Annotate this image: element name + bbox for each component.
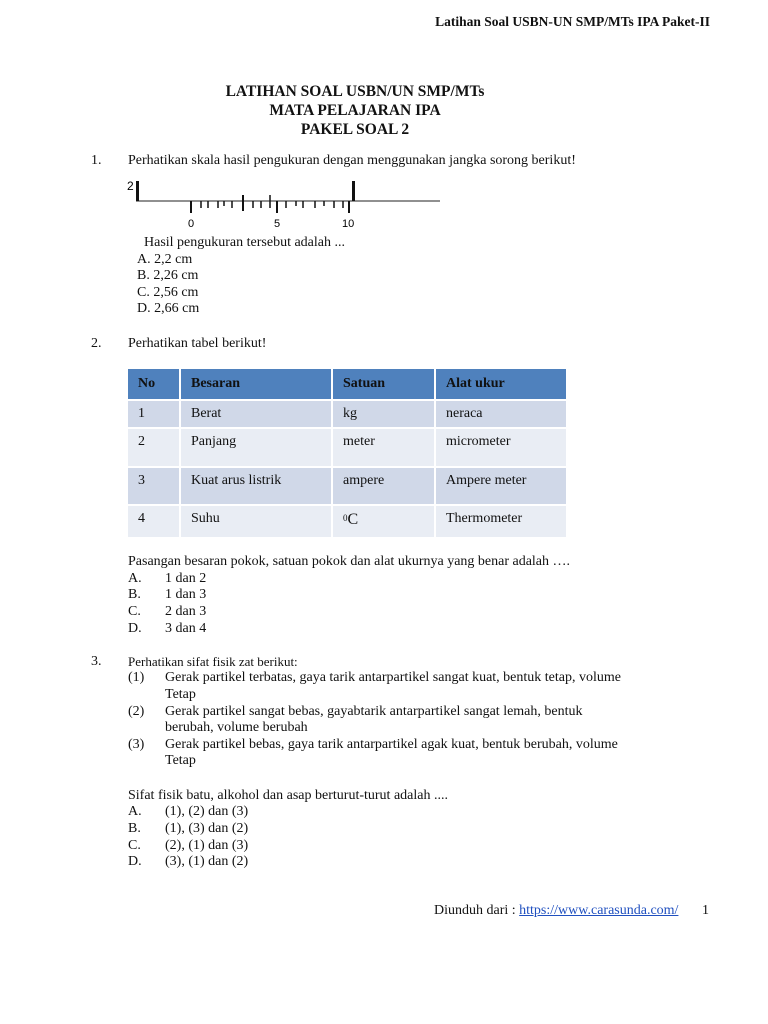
q3-item-2-line-2: berubah, volume berubah xyxy=(165,720,308,735)
q3-option-b[interactable]: (1), (3) dan (2) xyxy=(165,821,249,836)
scale-main-tick xyxy=(352,181,355,201)
q3-item-2-label: (2) xyxy=(128,704,145,719)
table-row xyxy=(128,468,568,506)
q1-option-a[interactable]: A. 2,2 cm xyxy=(137,252,193,267)
q3-text: Perhatikan sifat fisik zat berikut: xyxy=(128,654,298,669)
table-cell: 1 xyxy=(128,401,181,429)
scale-main-tick xyxy=(136,181,139,201)
q3-item-1-line-2: Tetap xyxy=(165,687,196,702)
title-line-2: MATA PELAJARAN IPA xyxy=(269,102,441,119)
q3-prompt: Sifat fisik batu, alkohol dan asap berturut-turut adalah .... xyxy=(128,788,448,803)
measurement-table xyxy=(128,369,568,539)
page-number: 1 xyxy=(702,903,709,918)
q3-item-1-label: (1) xyxy=(128,670,145,685)
vernier-label-5: 5 xyxy=(274,218,281,230)
footer-prefix: Diunduh dari : xyxy=(434,903,516,918)
table-header-satuan: Satuan xyxy=(333,369,436,401)
table-cell: Thermometer xyxy=(436,506,568,539)
q1-option-d[interactable]: D. 2,66 cm xyxy=(137,301,200,316)
q2-option-c[interactable]: 2 dan 3 xyxy=(165,604,207,619)
q3-number: 3. xyxy=(91,654,102,669)
table-cell-degree-celsius xyxy=(333,506,436,539)
table-cell: 2 xyxy=(128,429,181,468)
q3-option-c-letter: C. xyxy=(128,838,141,853)
q2-option-c-letter: C. xyxy=(128,604,141,619)
table-cell: Kuat arus listrik xyxy=(181,468,333,506)
title-line-1: LATIHAN SOAL USBN/UN SMP/MTs xyxy=(225,83,485,100)
q3-option-c[interactable]: (2), (1) dan (3) xyxy=(165,838,249,853)
table-header-besaran: Besaran xyxy=(181,369,333,401)
q3-option-a-letter: A. xyxy=(128,804,142,819)
q3-option-d-letter: D. xyxy=(128,854,142,869)
q2-option-d[interactable]: 3 dan 4 xyxy=(165,621,207,636)
table-cell: Panjang xyxy=(181,429,333,468)
q2-number: 2. xyxy=(91,336,102,351)
table-header-alat-ukur: Alat ukur xyxy=(436,369,568,401)
table-cell: ampere xyxy=(333,468,436,506)
table-cell: kg xyxy=(333,401,436,429)
q3-item-3-line-2: Tetap xyxy=(165,753,196,768)
q2-option-b[interactable]: 1 dan 3 xyxy=(165,587,207,602)
page-header: Latihan Soal USBN-UN SMP/MTs IPA Paket-II xyxy=(435,14,710,29)
table-cell: 3 xyxy=(128,468,181,506)
q3-option-d[interactable]: (3), (1) dan (2) xyxy=(165,854,249,869)
q3-item-1-line-1: Gerak partikel terbatas, gaya tarik antarpartikel sangat kuat, bentuk tetap, volume xyxy=(165,670,621,685)
degree-superscript: 0 xyxy=(343,513,348,523)
table-header-no: No xyxy=(128,369,181,401)
q1-prompt: Hasil pengukuran tersebut adalah ... xyxy=(144,235,345,250)
q3-option-a[interactable]: (1), (2) dan (3) xyxy=(165,804,249,819)
q2-text: Perhatikan tabel berikut! xyxy=(128,336,267,351)
table-row xyxy=(128,401,568,429)
q2-option-a-letter: A. xyxy=(128,571,142,586)
q1-option-c[interactable]: C. 2,56 cm xyxy=(137,285,199,300)
q3-item-2-line-1: Gerak partikel sangat bebas, gayabtarik antarpartikel sangat lemah, bentuk xyxy=(165,704,583,719)
q1-option-b[interactable]: B. 2,26 cm xyxy=(137,268,199,283)
q3-item-3-label: (3) xyxy=(128,737,145,752)
table-cell: neraca xyxy=(436,401,568,429)
table-cell: Berat xyxy=(181,401,333,429)
q1-number: 1. xyxy=(91,153,102,168)
title-line-3: PAKEL SOAL 2 xyxy=(300,121,410,138)
q2-option-a[interactable]: 1 dan 2 xyxy=(165,571,207,586)
vernier-label-0: 0 xyxy=(188,218,195,230)
table-cell: micrometer xyxy=(436,429,568,468)
vernier-scale-figure xyxy=(124,176,446,232)
table-row xyxy=(128,429,568,468)
q2-option-b-letter: B. xyxy=(128,587,141,602)
table-cell: meter xyxy=(333,429,436,468)
table-cell: 4 xyxy=(128,506,181,539)
footer-source-link[interactable]: https://www.carasunda.com/ xyxy=(519,903,679,918)
scale-main-label: 2 xyxy=(127,179,134,193)
table-cell: Ampere meter xyxy=(436,468,568,506)
q2-option-d-letter: D. xyxy=(128,621,142,636)
q2-prompt: Pasangan besaran pokok, satuan pokok dan alat ukurnya yang benar adalah …. xyxy=(128,554,571,569)
table-header-row xyxy=(128,369,568,401)
table-cell: Suhu xyxy=(181,506,333,539)
q3-option-b-letter: B. xyxy=(128,821,141,836)
page-footer xyxy=(434,903,678,919)
table-row xyxy=(128,506,568,539)
q1-text: Perhatikan skala hasil pengukuran dengan menggunakan jangka sorong berikut! xyxy=(128,153,576,168)
vernier-label-10: 10 xyxy=(342,218,355,230)
q3-item-3-line-1: Gerak partikel bebas, gaya tarik antarpartikel agak kuat, bentuk berubah, volume xyxy=(165,737,618,752)
celsius-unit: C xyxy=(347,511,359,528)
